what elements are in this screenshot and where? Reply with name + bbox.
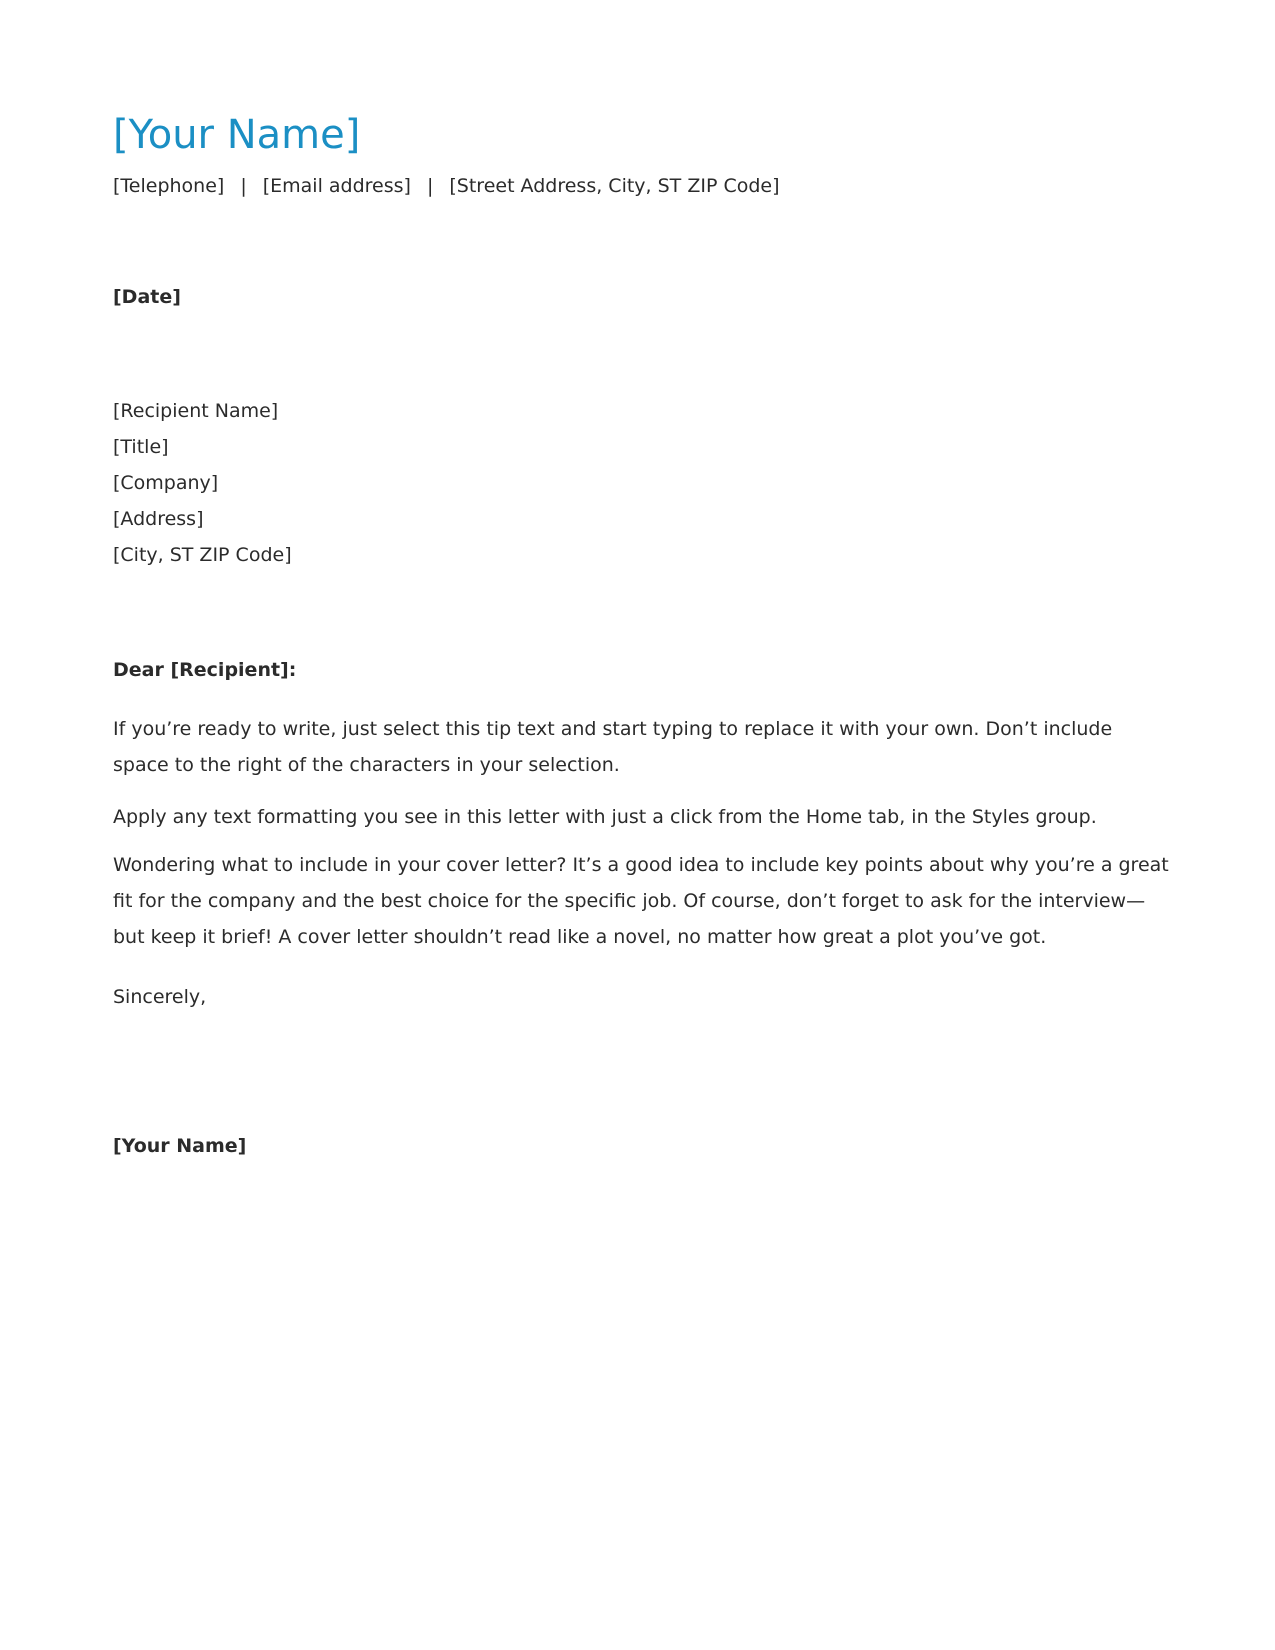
recipient-title-field[interactable]: [Title] (113, 436, 169, 458)
street-address-field[interactable]: [Street Address, City, ST ZIP Code] (449, 175, 780, 197)
recipient-address-field[interactable]: [Address] (113, 508, 204, 530)
body-paragraph[interactable]: Wondering what to include in your cover letter? It’s a good idea to include key points about why you’re a great fit for the company and the best choice for the specific job. Of course, don’t forget to ask for the interview—but keep it brief! A cover letter shouldn’t read like a novel, no matter how great a plot you’ve got. (113, 854, 1169, 948)
signature-name[interactable]: [Your Name] (113, 1135, 247, 1157)
contact-separator: | (426, 175, 434, 197)
body-paragraph[interactable]: If you’re ready to write, just select this tip text and start typing to replace it with your own. Don’t include space to the right of the characters in your selection. (113, 718, 1113, 776)
contact-separator: | (240, 175, 247, 197)
salutation[interactable]: Dear [Recipient]: (113, 659, 297, 681)
sender-name-heading[interactable]: [Your Name] (113, 112, 361, 158)
recipient-name-field[interactable]: [Recipient Name] (113, 400, 279, 422)
closing[interactable]: Sincerely, (113, 986, 207, 1008)
date-field[interactable]: [Date] (113, 286, 181, 308)
telephone-field[interactable]: [Telephone] (113, 175, 225, 197)
recipient-city-field[interactable]: [City, ST ZIP Code] (113, 544, 292, 566)
email-field[interactable]: [Email address] (262, 175, 411, 197)
contact-info-line (113, 173, 780, 199)
body-paragraph[interactable]: Apply any text formatting you see in this letter with just a click from the Home tab, in the Styles group. (113, 806, 1097, 828)
recipient-company-field[interactable]: [Company] (113, 472, 219, 494)
recipient-block (113, 393, 292, 573)
